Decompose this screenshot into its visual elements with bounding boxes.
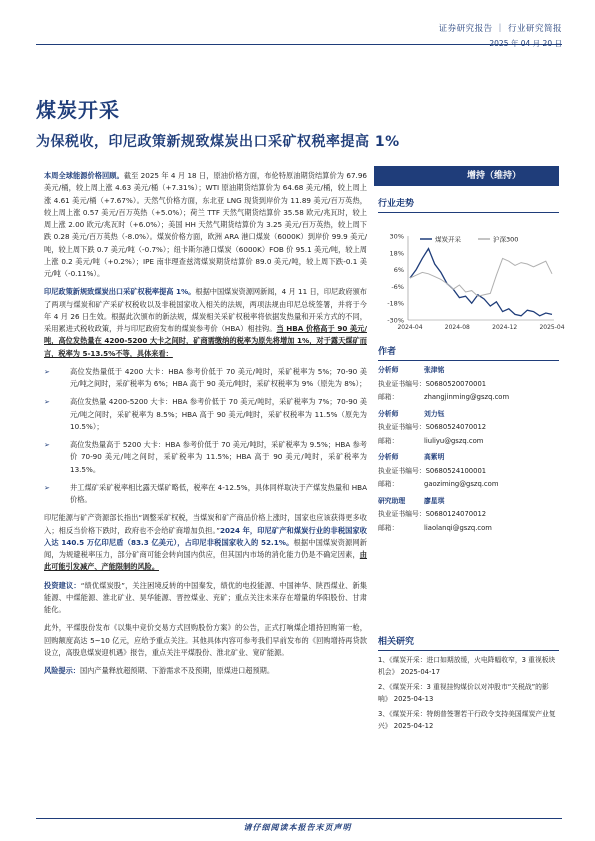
bullet-arrow-icon: ➢ (44, 483, 50, 492)
industry-trend-chart (378, 226, 565, 338)
cert-label: 执业证书编号： (378, 379, 426, 388)
cert-number: S0680524070012 (425, 423, 487, 431)
author-entry (378, 408, 559, 449)
related-report-link[interactable] (378, 682, 559, 705)
authors-heading: 作者 (378, 344, 559, 361)
x-tick-label: 2024-04 (397, 324, 423, 331)
y-tick-label: -18% (387, 299, 404, 308)
related-heading: 相关研究 (378, 634, 559, 651)
cert-number: S0680524100001 (425, 466, 487, 475)
list-item: ➢ 高位发热量低于 4200 大卡：HBA 参考价低于 70 美元/吨时，采矿税率为 5%；70-90 美元/吨之间时，采矿税率为 6%；HBA 高于 90 美元/吨时，采矿权税率为 9%（原先为 8%）； (44, 366, 367, 388)
x-tick-label: 2024-12 (492, 324, 518, 331)
y-tick-label: -6% (391, 282, 404, 291)
email-label: 邮箱： (378, 393, 399, 401)
cert-label: 执业证书编号： (378, 466, 426, 475)
author-role: 分析师 (378, 453, 399, 461)
legend-label-2: 沪深300 (493, 235, 519, 244)
list-item: ➢ 高位发热量 4200-5200 大卡：HBA 参考价低于 70 美元/吨时，采矿税率为 7%；70-90 美元/吨之间时，采矿税率为 8.5%；HBA 高于 90 美元/吨时，采矿权税率为 11.5%（原先为 10.5%）； (44, 397, 367, 431)
legend-label-1: 煤炭开采 (435, 235, 461, 244)
page-subtitle: 为保税收，印尼政策新规致煤炭出口采矿权税率提高 1% (36, 134, 400, 150)
bullet-arrow-icon: ➢ (44, 441, 50, 449)
paragraph-policy: 印尼政策新规致煤炭出口采矿权税率提高 1%。根据中国煤炭资源网新闻，4 月 11 日，印尼政府颁布了两项与煤炭和矿产采矿权税收以及非税国家收入相关的法规，两项法规由印尼总统签署，并将于今年 4 月 26 日生效。根据此次颁布的新法规，煤炭相关采矿权税率将依据发热量和开采方式的不同，采用累进式税收政策，并与印尼政府发布的煤炭参考价（HBA）相挂钩。当 HBA 价格高于 90 美元/吨，高位发热量在 4200-5200 大卡之间时，矿商需缴纳的税率为原先将增加 1%，对于露天煤矿而言，税率为 5-13.5%不等，具体来看： (44, 287, 367, 358)
footer-disclaimer: 请仔细阅读本报告末页声明 (243, 823, 352, 832)
author-email[interactable]: liuliyu@gszq.com (424, 436, 484, 445)
footer-divider (36, 818, 562, 819)
bullet-arrow-icon: ➢ (44, 398, 50, 407)
author-entry (378, 495, 559, 536)
trend-chart-svg (378, 226, 565, 338)
paragraph-investment: 投资建议：“绩优煤炭股”，关注困境反转的中国秦发，绩优的电投能源、中国神华、陕西煤业、新集能源、中煤能源、淮北矿业、昊华能源、晋控煤业、兖矿；重点关注未来存在增量的华阳股份、甘肃能化。 (44, 580, 367, 614)
related-report-date: 2025-04-12 (393, 721, 434, 730)
bullet-arrow-icon: ➢ (44, 367, 50, 376)
list-item: ➢ 高位发热量高于 5200 大卡：HBA 参考价低于 70 美元/吨时，采矿税率为 9.5%；HBA 参考价 70-90 美元/吨之间时，采矿税率为 11.5%；HBA 高于 90 美元/吨时，采矿税率为 13.5%。 (44, 440, 367, 474)
y-tick-label: -30% (387, 316, 404, 325)
author-entry (378, 451, 559, 492)
trend-heading: 行业走势 (378, 196, 559, 213)
paragraph-lead: 印尼政策新规致煤炭出口采矿权税率提高 1%。 (44, 287, 196, 297)
y-tick-label: 30% (389, 232, 404, 241)
author-role: 分析师 (378, 409, 399, 418)
related-report-title: 3、《煤炭开采：特朗普签署若干行政令支持美国煤炭产业复兴》 (378, 710, 556, 730)
paragraph-lead: 投资建议： (44, 580, 81, 590)
related-report-title: 1、《煤炭开采：进口如期放缓，火电降幅收窄，3 重视板块机会》 (378, 656, 556, 676)
paragraph-buyback: 此外，平煤股份发布《以集中竞价交易方式回购股份方案》的公告，正式打响煤企增持回购第一枪，回购额度高达 5~10 亿元，应给予重点关注。其他具体内容可参考我们早前发布的《回购增持再贷款设立，高股息煤炭迎机遇》报告，重点关注平煤股份、淮北矿业、宽矿能源。 (44, 623, 367, 657)
author-email[interactable]: gaoziming@gszq.com (424, 480, 499, 488)
x-tick-label: 2025-04 (539, 324, 565, 331)
cert-label: 执业证书编号： (378, 423, 426, 431)
author-entry (378, 364, 559, 405)
paragraph-lead: 本周全球能源价格回顾。 (44, 171, 124, 180)
email-label: 邮箱： (378, 436, 399, 445)
author-name: 高紫明 (424, 453, 445, 461)
author-role: 分析师 (378, 366, 399, 374)
header-divider (36, 44, 562, 45)
author-name: 廖星琪 (424, 496, 445, 505)
related-research-section (378, 634, 559, 732)
paragraph-lead: 风险提示： (44, 666, 80, 675)
related-report-link[interactable] (378, 655, 559, 678)
author-name: 张津铭 (424, 366, 445, 374)
report-date: 2025 年 04 月 20 日 (489, 39, 562, 48)
y-tick-label: 18% (389, 249, 404, 258)
paragraph-revenue: 印尼能源与矿产资源部长指出“调整采矿权税，当煤炭和矿产商品价格上涨时，国家也应该获得更多收入；相反当价格下跌时，政府也不会给矿商增加负担。”2024 年，印尼矿产和煤炭行业的非税国家收入达 140.5 万亿印尼盾（83.3 亿美元），占印尼非税国家收入的 52.1%。根据中国煤炭资源网新闻，为规避税率压力，部分矿商可能会转向国内供应，但其国内市场的消化能力仍是不确定因素，由此可能引发减产、产能限制的风险。 (44, 513, 367, 572)
x-tick-label: 2024-08 (444, 324, 470, 331)
rating-badge: 增持（维持） (374, 166, 559, 186)
cert-label: 执业证书编号： (378, 510, 426, 518)
series-line-2 (410, 258, 552, 296)
related-report-link[interactable] (378, 709, 559, 732)
y-tick-label: 6% (393, 266, 404, 275)
authors-section (378, 344, 559, 535)
author-email[interactable]: zhangjinming@gszq.com (424, 393, 510, 401)
trend-section (378, 196, 559, 213)
cert-number: S0680520070001 (425, 379, 487, 388)
page-title: 煤炭开采 (36, 98, 120, 122)
report-body (44, 170, 367, 683)
paragraph-risk: 风险提示：国内产量释放超预期、下游需求不及预期，原煤进口超预期。 (44, 666, 275, 675)
related-report-title: 2、《煤炭开采：3 重视挂钩煤价以对冲股市“关税战”的影响》 (378, 683, 549, 703)
related-report-date: 2025-04-17 (400, 667, 441, 676)
author-role: 研究助理 (378, 496, 406, 505)
cert-number: S0680124070012 (425, 510, 487, 518)
email-label: 邮箱： (378, 480, 399, 488)
list-item: ➢ 井工煤矿采矿税率相比露天煤矿略低，税率在 4-12.5%，具体同样取决于产煤发热量和 HBA 价格。 (44, 482, 367, 504)
related-report-date: 2025-04-13 (393, 694, 434, 703)
series-line-1 (410, 249, 552, 316)
paragraph-energy-prices: 本周全球能源价格回顾。截至 2025 年 4 月 18 日，原油价格方面，布伦特原油期货结算价为 67.96 美元/桶，较上周上涨 4.63 美元/桶（+7.31%）；WTI 原油期货结算价为 64.68 美元/桶，较上周上涨 4.61 美元/桶（+7.67%）。天然气价格方面，东北亚 LNG 现货到岸价为 11.89 美元/百万英热，较上周上涨 0.57 美元/百万英热（+5.0%）；荷兰 TTF 天然气期货结算价 35.58 欧元/兆瓦时，较上周上涨 2.00 欧元/兆瓦时（+6.0%）；美国 HH 天然气期货结算价为 3.25 美元/百万英热，较上周下跌 0.28 美元/百万英热（-8.0%）。煤炭价格方面，欧洲 ARA 港口煤炭（6000K）到岸价 99.9 美元/吨，较上周下跌 0.7 美元/吨（-0.7%）；纽卡斯尔港口煤炭（6000K）FOB 价 95.1 美元/吨，较上周上涨 0.2 美元/吨（+0.2%）；IPE 南非理查兹湾煤炭期货结算价 89.0 美元/吨，较上周下跌-0.1 美元/吨（-0.11%）。 (44, 171, 367, 278)
email-label: 邮箱： (378, 523, 399, 532)
report-type: 证券研究报告 ｜ 行业研究简报 (438, 24, 562, 34)
author-email[interactable]: liaolanqi@gszq.com (424, 523, 492, 532)
author-name: 刘力钰 (424, 409, 445, 418)
